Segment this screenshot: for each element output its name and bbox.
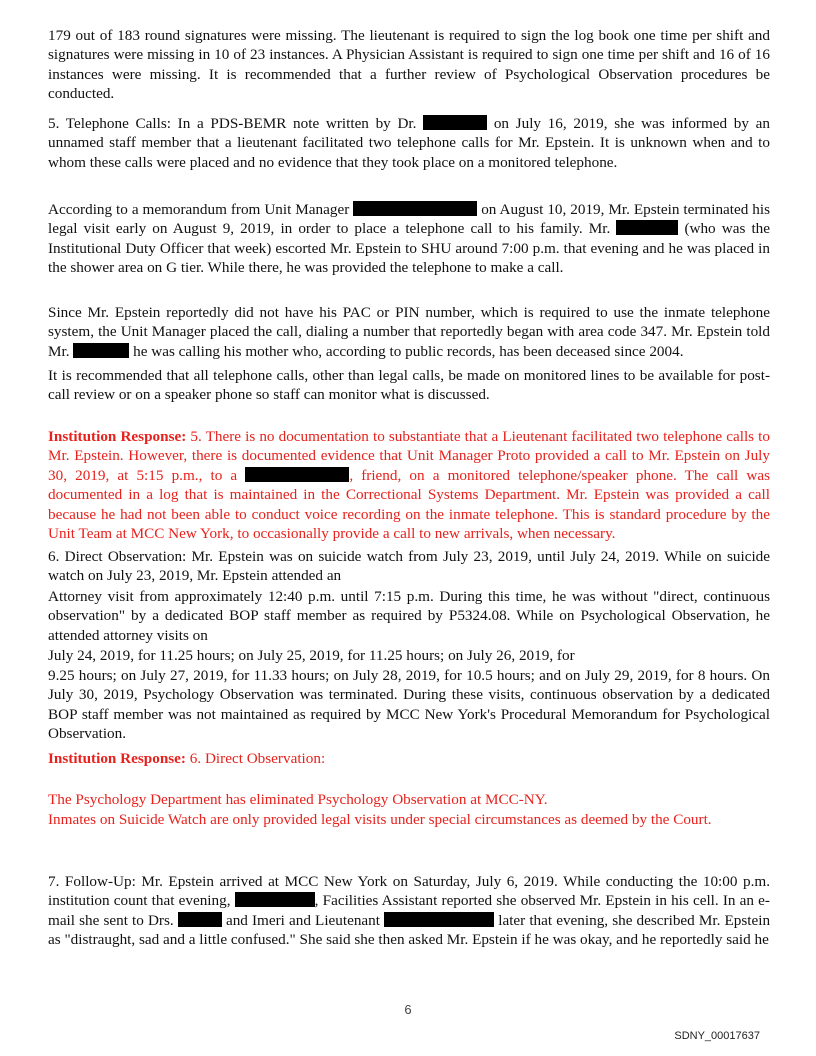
redaction-box — [235, 892, 315, 907]
telephone-text: 5. Telephone Calls: In a PDS-BEMR note written by Dr. — [48, 115, 417, 132]
telephone-text: According to a memorandum from Unit Manager — [48, 201, 350, 218]
follow-up-text: 7. Follow-Up: Mr. Epstein arrived at MCC New York on Saturday, July 6, 2019. While conducting the 10:00 p.m. institution count that evening, — [48, 873, 770, 910]
institution-response-6 — [48, 749, 770, 768]
telephone-paragraph-1 — [48, 114, 770, 172]
institution-response-5 — [48, 427, 770, 543]
telephone-paragraph-2 — [48, 200, 770, 278]
intro-paragraph — [48, 26, 770, 104]
telephone-paragraph-4 — [48, 366, 770, 405]
direct-observation-text: Attorney visit from approximately 12:40 p.m. until 7:15 p.m. During this time, he was without "direct, continuous observation" by a dedicated BOP staff member as required by P5324.08. While on Psychological Observation, he attended attorney visits on — [48, 588, 770, 644]
redaction-box — [178, 912, 222, 927]
institution-response-6-line-2 — [48, 810, 770, 829]
redaction-box — [245, 467, 349, 482]
response-label: Institution Response: — [48, 750, 186, 767]
telephone-text: on August 10, 2019, Mr. Epstein terminated his legal visit early on August 9, 2019, in order to place a telephone call to his family. Mr. — [48, 201, 771, 238]
follow-up-text: , Facilities Assistant reported she observed Mr. Epstein in his cell. In an e-mail she sent to Drs. — [48, 892, 770, 929]
telephone-text: he was calling his mother who, according to public records, has been deceased since 2004. — [133, 342, 684, 360]
telephone-text: (who was the Institutional Duty Officer that week) escorted Mr. Epstein to SHU around 7:00 p.m. that evening and he was placed in the shower area on G tier. While there, he was provided the telephone to make a call. — [48, 220, 771, 277]
response-text: 5. There is no documentation to substantiate that a Lieutenant facilitated two telephone calls to Mr. Epstein. However, there is documented evidence that Unit Manager Proto provided a call to Mr. Epstein on July 30, 2019, at 5:15 p.m., to a — [48, 428, 770, 484]
response-text: 6. Direct Observation: — [185, 750, 326, 767]
direct-observation-line-4 — [48, 666, 770, 744]
institution-response-6-line-1 — [48, 790, 770, 809]
redaction-box — [353, 201, 477, 216]
direct-observation-line-1 — [48, 547, 770, 586]
response-text: , friend, on a monitored telephone/speaker phone. The call was documented in a log that is maintained in the Correctional Systems Department. Mr. Epstein was provided a call because he had not been able to conduct voice recording on the inmate telephone. This is standard procedure by the Unit Team at MCC New York, to occasionally provide a call to new arrivals, when necessary. — [48, 466, 771, 543]
direct-observation-text: 9.25 hours; on July 27, 2019, for 11.33 hours; on July 28, 2019, for 10.5 hours; and on July 29, 2019, for 8 hours. On July 30, 2019, Psychology Observation was terminated. During these visits, continuous observation by a dedicated BOP staff member was not maintained as required by MCC New York's Procedural Memorandum for Psychological Observation. — [48, 667, 770, 743]
direct-observation-text: July 24, 2019, for 11.25 hours; on July 25, 2019, for 11.25 hours; on July 26, 2019, for — [48, 647, 575, 664]
direct-observation-text: 6. Direct Observation: Mr. Epstein was on suicide watch from July 23, 2019, until July 24, 2019. While on suicide watch on July 23, 2019, Mr. Epstein attended an — [48, 548, 770, 585]
telephone-paragraph-3 — [48, 303, 770, 361]
intro-text: 179 out of 183 round signatures were missing. The lieutenant is required to sign the log book one time per shift and signatures were missing in 10 of 23 instances. A Physician Assistant is required to sign one time per shift and 16 of 16 instances were missing. It is recommended that a further review of Psychological Observation procedures be conducted. — [48, 27, 770, 103]
telephone-text: on July 16, 2019, she was informed by an unnamed staff member that a lieutenant facilitated two telephone calls for Mr. Epstein. It is unknown when and to whom these calls were placed and no evidence that they took place on a monitored telephone. — [48, 115, 771, 171]
follow-up-text: and Imeri and Lieutenant — [225, 911, 380, 929]
response-label: Institution Response: — [48, 428, 187, 445]
redaction-box — [73, 343, 129, 358]
page-number: 6 — [404, 1002, 412, 1017]
direct-observation-line-2 — [48, 587, 770, 645]
redaction-box — [423, 115, 487, 130]
response-text: The Psychology Department has eliminated Psychology Observation at MCC-NY. — [48, 791, 548, 808]
redaction-box — [616, 220, 678, 235]
follow-up-paragraph — [48, 872, 770, 950]
follow-up-text: later that evening, she described Mr. Epstein as "distraught, sad and a little confused." She said she then asked Mr. Epstein if he was okay, and he reportedly said he — [48, 911, 771, 949]
telephone-text: It is recommended that all telephone calls, other than legal calls, be made on monitored lines to be available for post-call review or on a speaker phone so staff can monitor what is discussed. — [48, 367, 770, 404]
telephone-text: Since Mr. Epstein reportedly did not have his PAC or PIN number, which is required to use the inmate telephone system, the Unit Manager placed the call, dialing a number that reportedly began with area code 347. Mr. Epstein told Mr. — [48, 304, 770, 360]
direct-observation-line-3 — [48, 646, 770, 665]
redaction-box — [384, 912, 494, 927]
response-text: Inmates on Suicide Watch are only provided legal visits under special circumstances as deemed by the Court. — [48, 811, 712, 828]
bates-number: SDNY_00017637 — [674, 1030, 760, 1042]
